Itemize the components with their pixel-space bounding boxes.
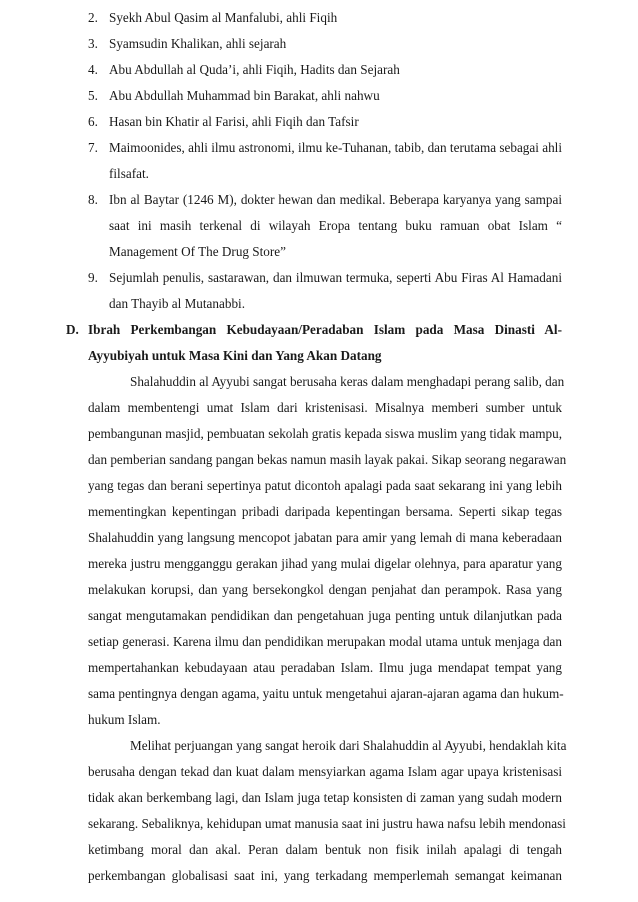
- paragraph-line: berusaha dengan tekad dan kuat dalam mensyiarkan agama Islam agar upaya kristenisasi: [88, 764, 562, 779]
- list-item: [88, 36, 562, 58]
- paragraph-line: setiap generasi. Karena ilmu dan pendidikan merupakan modal utama untuk menjaga dan: [88, 634, 562, 649]
- list-number: 9.: [88, 270, 98, 285]
- paragraph-line: Melihat perjuangan yang sangat heroik dari Shalahuddin al Ayyubi, hendaklah kita: [130, 738, 567, 753]
- list-text: Maimoonides, ahli ilmu astronomi, ilmu ke-Tuhanan, tabib, dan terutama sebagai ahli: [109, 140, 562, 155]
- list-item: [88, 140, 562, 188]
- list-text: Management Of The Drug Store”: [109, 244, 287, 259]
- paragraph-line: yang tegas dan berani sepertinya patut dicontoh apalagi pada saat sekarang ini yang lebih: [88, 478, 562, 493]
- list-text: Abu Abdullah al Quda’i, ahli Fiqih, Hadits dan Sejarah: [109, 62, 400, 77]
- list-number: 6.: [88, 114, 98, 129]
- paragraph-line: Shalahuddin yang langsung mencopot jabatan para amir yang lemah di mana keberadaan: [88, 530, 562, 545]
- list-item: [88, 62, 562, 84]
- list-number: 5.: [88, 88, 98, 103]
- list-item: [88, 114, 562, 136]
- heading-line: Ibrah Perkembangan Kebudayaan/Peradaban Islam pada Masa Dinasti Al-: [88, 322, 562, 337]
- paragraph-line: hukum Islam.: [88, 712, 161, 727]
- heading-line: Ayyubiyah untuk Masa Kini dan Yang Akan Datang: [88, 348, 382, 363]
- paragraph-line: Shalahuddin al Ayyubi sangat berusaha keras dalam menghadapi perang salib, dan: [130, 374, 565, 389]
- list-number: 2.: [88, 10, 98, 25]
- list-number: 7.: [88, 140, 98, 155]
- list-text: Hasan bin Khatir al Farisi, ahli Fiqih dan Tafsir: [109, 114, 359, 129]
- list-text: Syekh Abul Qasim al Manfalubi, ahli Fiqih: [109, 10, 338, 25]
- heading-letter: D.: [66, 322, 79, 337]
- list-item: [88, 270, 562, 318]
- list-number: 3.: [88, 36, 98, 51]
- paragraph-line: dan pemberian sandang pangan bekas namun masih layak pakai. Sikap seorang negarawan: [88, 452, 567, 467]
- paragraph-line: sangat mengutamakan pendidikan dan pengetahuan juga penting untuk dilanjutkan pada: [88, 608, 562, 623]
- paragraph-line: mementingkan kepentingan pribadi daripada kepentingan bersama. Seperti sikap tegas: [88, 504, 562, 519]
- paragraph-line: sekarang. Sebaliknya, kehidupan umat manusia saat ini justru hawa nafsu lebih mendonasi: [88, 816, 566, 831]
- list-number: 8.: [88, 192, 98, 207]
- list-text: dan Thayib al Mutanabbi.: [109, 296, 245, 311]
- list-text: saat ini masih terkenal di wilayah Eropa tentang buku ramuan obat Islam “: [109, 218, 562, 233]
- list-item: [88, 88, 562, 110]
- paragraph-line: pembangunan masjid, pembuatan sekolah gratis kepada siswa muslim yang tidak mampu,: [88, 426, 562, 441]
- list-number: 4.: [88, 62, 98, 77]
- list-text: filsafat.: [109, 166, 149, 181]
- list-text: Syamsudin Khalikan, ahli sejarah: [109, 36, 287, 51]
- paragraph-line: melakukan korupsi, dan yang bersekongkol dengan penjahat dan perampok. Rasa yang: [88, 582, 562, 597]
- list-item: [88, 10, 562, 32]
- paragraph-line: mempertahankan kebudayaan atau peradaban Islam. Ilmu juga mendapat tempat yang: [88, 660, 562, 675]
- paragraph-line: tidak akan berkembang lagi, dan Islam juga tetap konsisten di zaman yang sudah modern: [88, 790, 562, 805]
- list-text: Sejumlah penulis, sastarawan, dan ilmuwan termuka, seperti Abu Firas Al Hamadani: [109, 270, 562, 285]
- paragraph-line: sama pentingnya dengan agama, yaitu untuk mengetahui ajaran-ajaran agama dan hukum-: [88, 686, 564, 701]
- paragraph-line: perkembangan globalisasi saat ini, yang terkadang memperlemah semangat keimanan: [88, 868, 562, 883]
- paragraph-line: mereka justru mengganggu gerakan jihad yang mulai digelar olehnya, para aparatur yang: [88, 556, 562, 571]
- list-text: Ibn al Baytar (1246 M), dokter hewan dan medikal. Beberapa karyanya yang sampai: [109, 192, 562, 207]
- paragraph-line: dalam membentengi umat Islam dari kristenisasi. Misalnya memberi sumber untuk: [88, 400, 562, 415]
- paragraph-line: ketimbang moral dan akal. Peran dalam bentuk non fisik inilah apalagi di tengah: [88, 842, 562, 857]
- list-text: Abu Abdullah Muhammad bin Barakat, ahli nahwu: [109, 88, 380, 103]
- list-item: [88, 192, 562, 266]
